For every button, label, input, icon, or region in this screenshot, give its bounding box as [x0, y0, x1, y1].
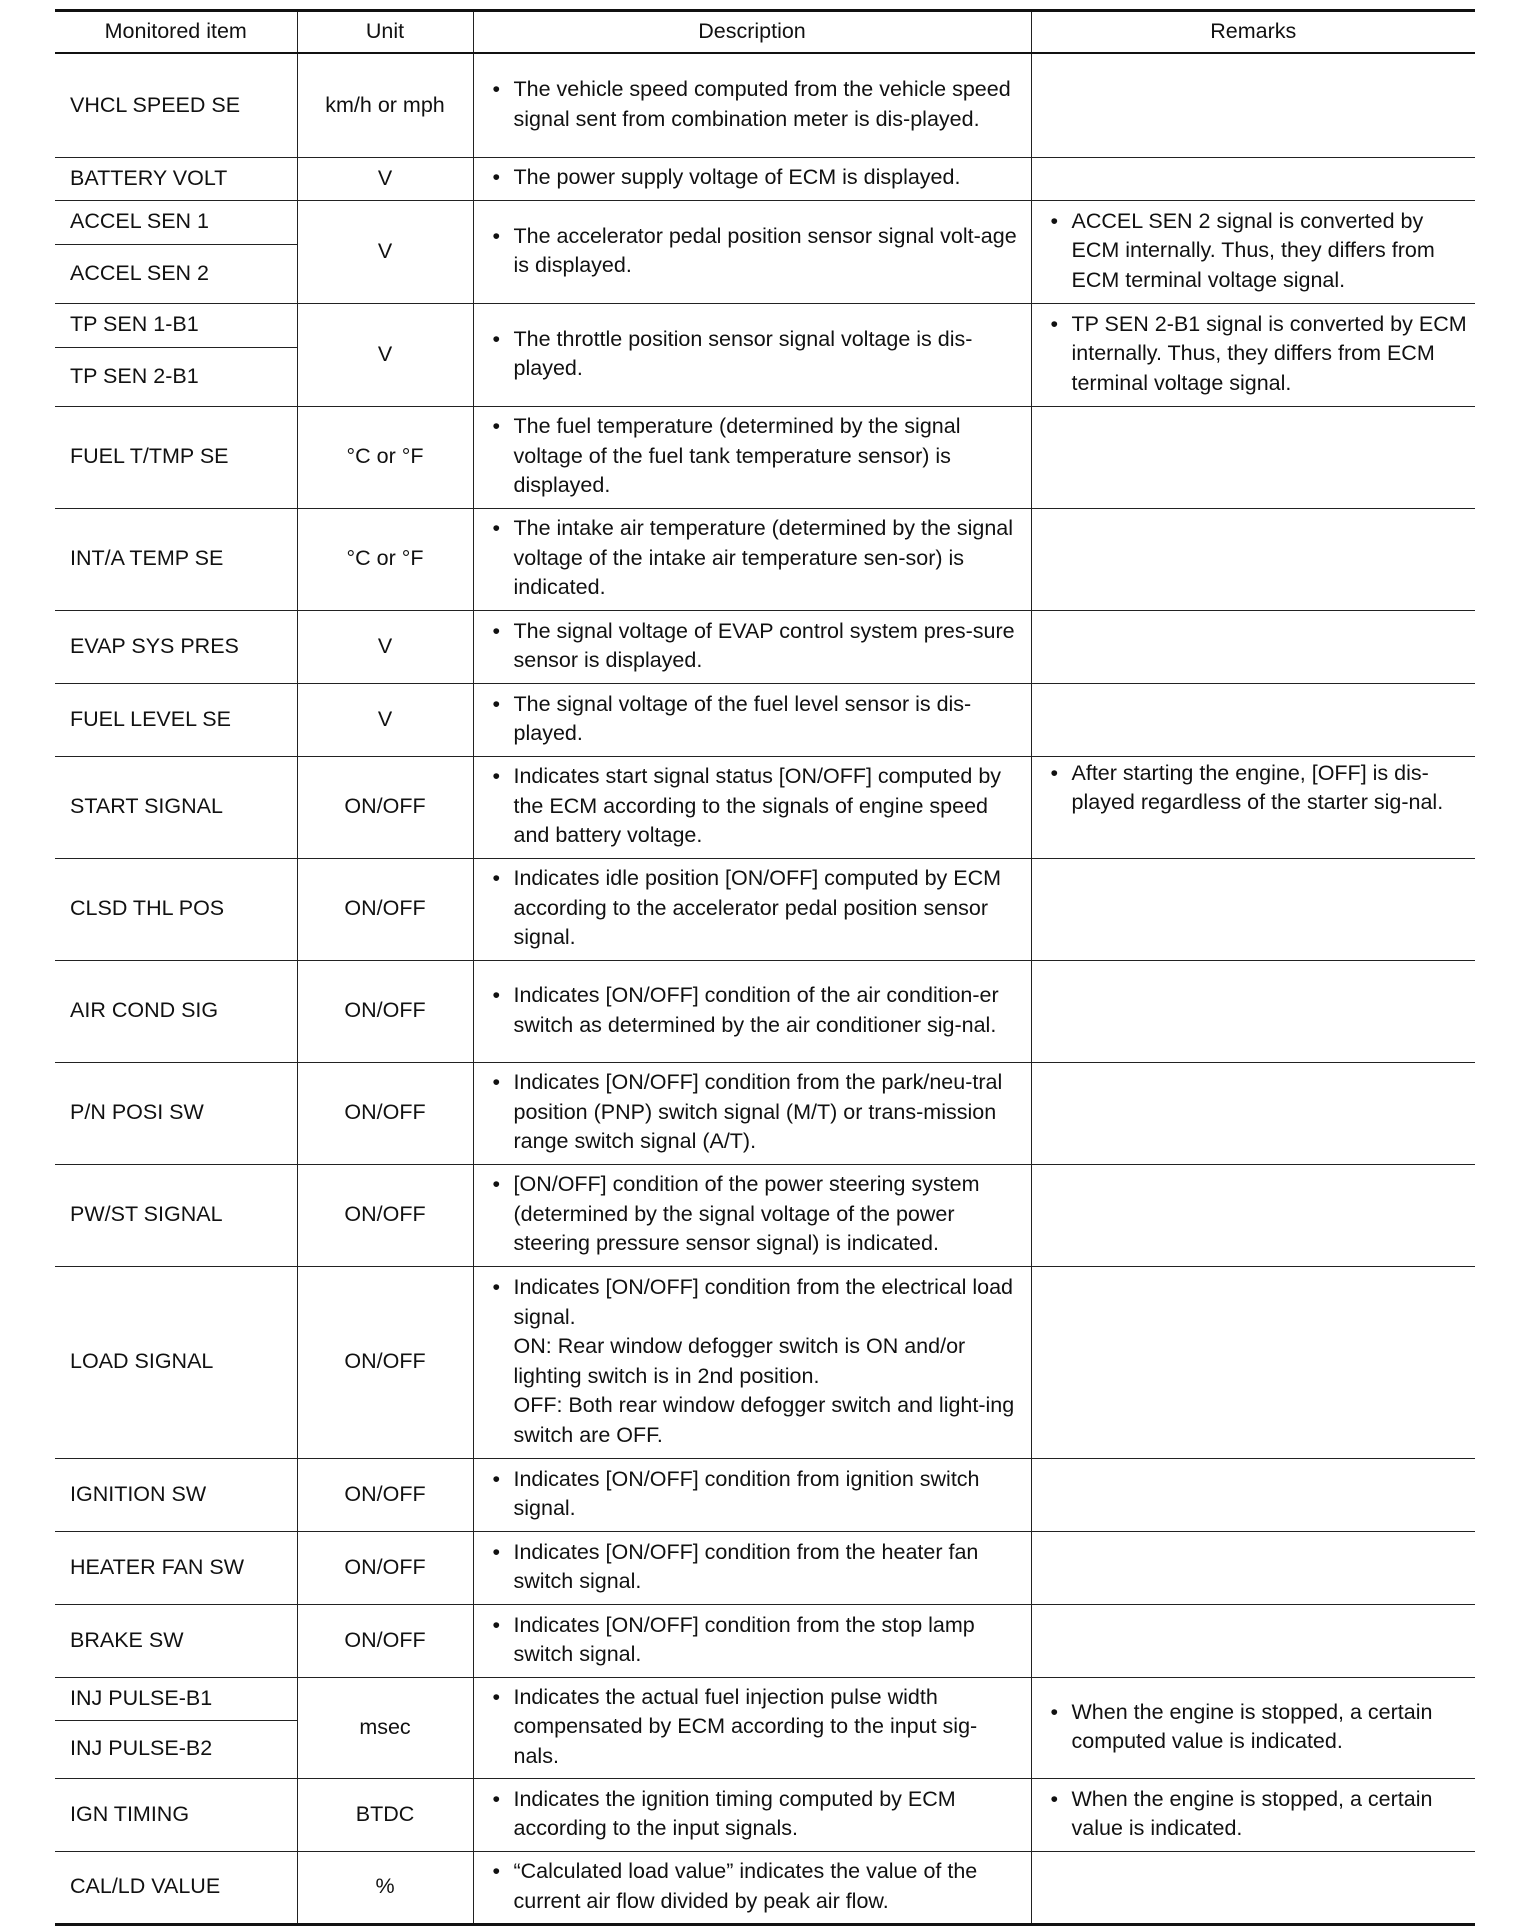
remarks [1031, 858, 1475, 960]
remarks [1031, 1164, 1475, 1266]
remarks [1031, 1266, 1475, 1458]
table-row [55, 1851, 1475, 1924]
remarks [1031, 683, 1475, 756]
unit: ON/OFF [297, 1458, 473, 1531]
monitored-item: CAL/LD VALUE [55, 1851, 297, 1924]
description: • Indicates [ON/OFF] condition from the heater fan switch signal. [473, 1531, 1031, 1604]
monitored-item: TP SEN 2-B1 [55, 347, 297, 406]
unit: msec [297, 1677, 473, 1778]
table-row [55, 1531, 1475, 1604]
unit: V [297, 610, 473, 683]
table-row [55, 157, 1475, 200]
load-signal-off-note: OFF: Both rear window defogger switch and light-ing switch are OFF. [513, 1393, 1015, 1447]
header-monitored-item: Monitored item [55, 11, 297, 54]
monitored-item: INJ PULSE-B2 [55, 1720, 297, 1778]
remarks [1031, 406, 1475, 508]
remarks [1031, 157, 1475, 200]
unit: V [297, 200, 473, 303]
monitored-item: EVAP SYS PRES [55, 610, 297, 683]
monitored-item: START SIGNAL [55, 756, 297, 858]
description: • Indicates [ON/OFF] condition of the air condition-er switch as determined by the air conditioner sig-nal. [473, 960, 1031, 1062]
description: • [ON/OFF] condition of the power steering system (determined by the signal voltage of the power steering pressure sensor signal) is indicated. [473, 1164, 1031, 1266]
monitored-item: INJ PULSE-B1 [55, 1677, 297, 1720]
remarks [1031, 508, 1475, 610]
unit: ON/OFF [297, 756, 473, 858]
remarks [1031, 1458, 1475, 1531]
table-row [55, 756, 1475, 858]
description: • Indicates idle position [ON/OFF] computed by ECM according to the accelerator pedal position sensor signal. [473, 858, 1031, 960]
table-row [55, 200, 1475, 244]
unit: ON/OFF [297, 1164, 473, 1266]
description: • Indicates [ON/OFF] condition from the electrical load signal. ON: Rear window defogger switch is ON and/or lighting switch is in 2nd position. OFF: Both rear window defogger switch and light-ing switch are OFF. [473, 1266, 1031, 1458]
table-row [55, 508, 1475, 610]
remarks [1031, 53, 1475, 157]
description: • The vehicle speed computed from the vehicle speed signal sent from combination meter is dis-played. [473, 53, 1031, 157]
table-row [55, 1604, 1475, 1677]
header-unit: Unit [297, 11, 473, 54]
remarks: • When the engine is stopped, a certain computed value is indicated. [1031, 1677, 1475, 1778]
monitored-item: INT/A TEMP SE [55, 508, 297, 610]
unit: V [297, 683, 473, 756]
remarks [1031, 610, 1475, 683]
table-row [55, 1062, 1475, 1164]
remarks [1031, 960, 1475, 1062]
description: • The accelerator pedal position sensor signal volt-age is displayed. [473, 200, 1031, 303]
table-row [55, 406, 1475, 508]
unit: V [297, 303, 473, 406]
unit: ON/OFF [297, 960, 473, 1062]
table-row [55, 1458, 1475, 1531]
monitored-item: VHCL SPEED SE [55, 53, 297, 157]
monitored-item: BATTERY VOLT [55, 157, 297, 200]
header-remarks: Remarks [1031, 11, 1475, 54]
monitored-item: PW/ST SIGNAL [55, 1164, 297, 1266]
table-row [55, 683, 1475, 756]
unit: °C or °F [297, 406, 473, 508]
monitored-item: P/N POSI SW [55, 1062, 297, 1164]
unit: ON/OFF [297, 858, 473, 960]
header-description: Description [473, 11, 1031, 54]
description: • The signal voltage of EVAP control system pres-sure sensor is displayed. [473, 610, 1031, 683]
unit: °C or °F [297, 508, 473, 610]
monitored-item: ACCEL SEN 1 [55, 200, 297, 244]
remarks: • ACCEL SEN 2 signal is converted by ECM internally. Thus, they differs from ECM terminal voltage signal. [1031, 200, 1475, 303]
description: • Indicates start signal status [ON/OFF] computed by the ECM according to the signals of engine speed and battery voltage. [473, 756, 1031, 858]
monitored-item: CLSD THL POS [55, 858, 297, 960]
table-row [55, 610, 1475, 683]
remarks: • TP SEN 2-B1 signal is converted by ECM internally. Thus, they differs from ECM terminal voltage signal. [1031, 303, 1475, 406]
remarks [1031, 1851, 1475, 1924]
description: • Indicates [ON/OFF] condition from the stop lamp switch signal. [473, 1604, 1031, 1677]
table-row [55, 1164, 1475, 1266]
unit: ON/OFF [297, 1266, 473, 1458]
description: • The power supply voltage of ECM is displayed. [473, 157, 1031, 200]
description: • “Calculated load value” indicates the value of the current air flow divided by peak air flow. [473, 1851, 1031, 1924]
description: • The intake air temperature (determined by the signal voltage of the intake air temperature sen-sor) is indicated. [473, 508, 1031, 610]
monitored-item: LOAD SIGNAL [55, 1266, 297, 1458]
remarks [1031, 1062, 1475, 1164]
monitored-item: ACCEL SEN 2 [55, 244, 297, 303]
description: • The signal voltage of the fuel level sensor is dis-played. [473, 683, 1031, 756]
unit: V [297, 157, 473, 200]
remarks [1031, 1604, 1475, 1677]
unit: ON/OFF [297, 1062, 473, 1164]
unit: ON/OFF [297, 1531, 473, 1604]
table-row [55, 303, 1475, 347]
table-row [55, 1677, 1475, 1720]
remarks: • After starting the engine, [OFF] is dis-played regardless of the starter sig-nal. [1031, 756, 1475, 858]
unit: BTDC [297, 1778, 473, 1851]
monitored-item: AIR COND SIG [55, 960, 297, 1062]
unit: km/h or mph [297, 53, 473, 157]
monitored-item: FUEL LEVEL SE [55, 683, 297, 756]
description: • Indicates the ignition timing computed by ECM according to the input signals. [473, 1778, 1031, 1851]
monitor-item-table [55, 9, 1475, 1926]
monitored-item: HEATER FAN SW [55, 1531, 297, 1604]
table-row [55, 53, 1475, 157]
description: • Indicates the actual fuel injection pulse width compensated by ECM according to the input sig-nals. [473, 1677, 1031, 1778]
load-signal-on-note: ON: Rear window defogger switch is ON and/or lighting switch is in 2nd position. [513, 1334, 966, 1388]
table-row [55, 1266, 1475, 1458]
monitor-table-page [55, 9, 1475, 1926]
unit: ON/OFF [297, 1604, 473, 1677]
description: • Indicates [ON/OFF] condition from the park/neu-tral position (PNP) switch signal (M/T) or trans-mission range switch signal (A/T). [473, 1062, 1031, 1164]
monitored-item: TP SEN 1-B1 [55, 303, 297, 347]
table-row [55, 858, 1475, 960]
monitored-item: IGN TIMING [55, 1778, 297, 1851]
description: • The throttle position sensor signal voltage is dis-played. [473, 303, 1031, 406]
monitored-item: IGNITION SW [55, 1458, 297, 1531]
unit: % [297, 1851, 473, 1924]
table-row [55, 1778, 1475, 1851]
description: • The fuel temperature (determined by the signal voltage of the fuel tank temperature sensor) is displayed. [473, 406, 1031, 508]
remarks [1031, 1531, 1475, 1604]
table-row [55, 960, 1475, 1062]
description: • Indicates [ON/OFF] condition from ignition switch signal. [473, 1458, 1031, 1531]
monitored-item: FUEL T/TMP SE [55, 406, 297, 508]
monitored-item: BRAKE SW [55, 1604, 297, 1677]
remarks: • When the engine is stopped, a certain value is indicated. [1031, 1778, 1475, 1851]
table-header-row [55, 11, 1475, 54]
